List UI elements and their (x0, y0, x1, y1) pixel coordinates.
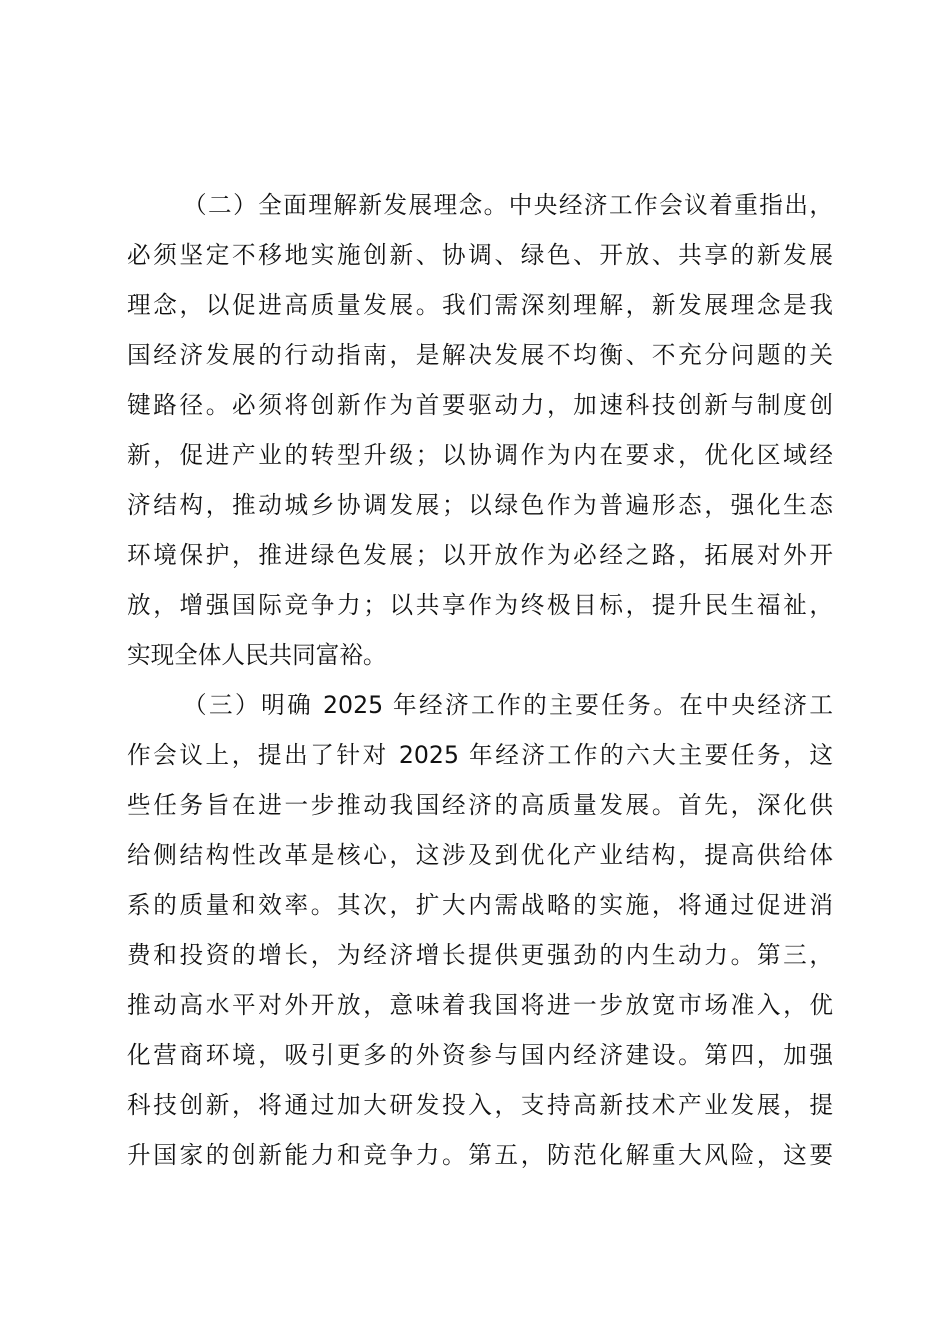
text-line: 理念，以促进高质量发展。我们需深刻理解，新发展理念是我 (127, 291, 833, 319)
text-line: 系的质量和效率。其次，扩大内需战略的实施，将通过促进消 (127, 891, 833, 919)
paragraph-3 (127, 680, 833, 1180)
text-line: 升国家的创新能力和竞争力。第五，防范化解重大风险，这要 (127, 1141, 833, 1169)
text-line: 环境保护，推进绿色发展；以开放作为必经之路，拓展对外开 (127, 541, 833, 569)
paragraph-2 (127, 180, 833, 680)
text-line: 给侧结构性改革是核心，这涉及到优化产业结构，提高供给体 (127, 841, 833, 869)
text-line: 实现全体人民共同富裕。 (127, 641, 387, 669)
text-line: 国经济发展的行动指南，是解决发展不均衡、不充分问题的关 (127, 341, 833, 369)
text-line: 新，促进产业的转型升级；以协调作为内在要求，优化区域经 (127, 441, 833, 469)
document-body (127, 180, 833, 1180)
text-line: 些任务旨在进一步推动我国经济的高质量发展。首先，深化供 (127, 791, 833, 819)
text-line: 键路径。必须将创新作为首要驱动力，加速科技创新与制度创 (127, 391, 833, 419)
text-line: （二）全面理解新发展理念。中央经济工作会议着重指出， (183, 191, 833, 219)
text-line: 作会议上，提出了针对 2025 年经济工作的六大主要任务，这 (127, 741, 833, 769)
text-line: 科技创新，将通过加大研发投入，支持高新技术产业发展，提 (127, 1091, 833, 1119)
text-line: 放，增强国际竞争力；以共享作为终极目标，提升民生福祉， (127, 591, 833, 619)
text-line: 济结构，推动城乡协调发展；以绿色作为普遍形态，强化生态 (127, 491, 833, 519)
text-line: 推动高水平对外开放，意味着我国将进一步放宽市场准入，优 (127, 991, 833, 1019)
text-line: 化营商环境，吸引更多的外资参与国内经济建设。第四，加强 (127, 1041, 833, 1069)
text-line: 必须坚定不移地实施创新、协调、绿色、开放、共享的新发展 (127, 241, 833, 269)
text-line: （三）明确 2025 年经济工作的主要任务。在中央经济工 (183, 691, 833, 719)
text-line: 费和投资的增长，为经济增长提供更强劲的内生动力。第三， (127, 941, 833, 969)
